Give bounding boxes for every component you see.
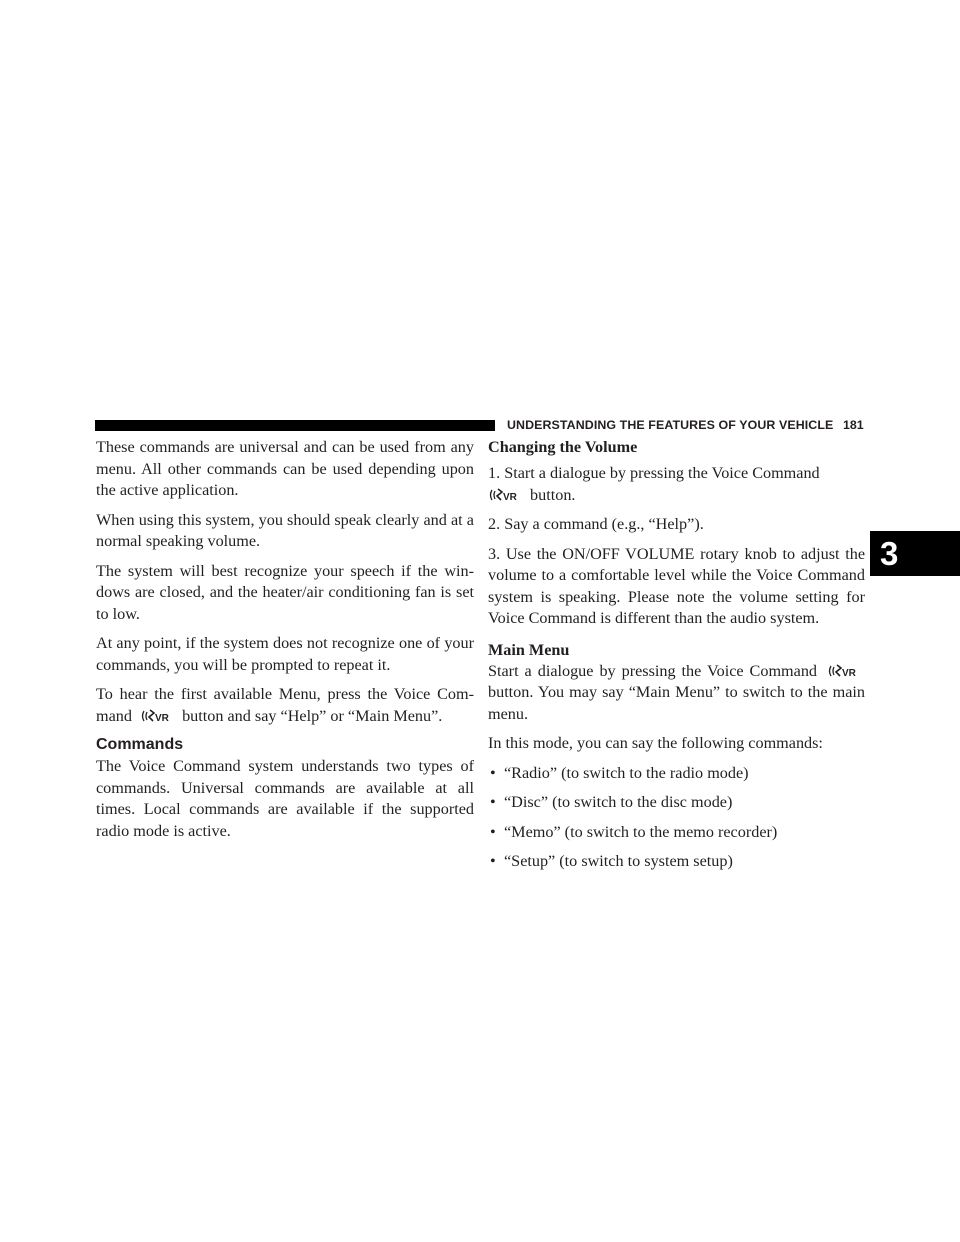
voice-command-icon <box>488 488 522 502</box>
bullet: • <box>490 763 496 782</box>
bullet: • <box>490 793 496 811</box>
step-3: 3. Use the ON/OFF VOLUME rotary knob to adjust the volume to a comfortable level while the Voice Command system is speaking. Please note the volume setting for Voice Command is different than the audio system. <box>488 544 865 627</box>
paragraph: When using this system, you should speak clearly and at a normal speaking volume. <box>96 510 474 550</box>
voice-command-icon <box>827 664 861 678</box>
bullet: • <box>490 822 496 841</box>
step-text: 1. Start a dialogue by pressing the Voice Command <box>488 464 820 482</box>
commands-heading: Commands <box>96 736 184 753</box>
mode-intro: In this mode, you can say the following commands: <box>488 734 823 752</box>
list-item <box>488 763 865 785</box>
svg-text:VR: VR <box>842 667 856 678</box>
list-item-text: “Disc” (to switch to the disc mode) <box>504 793 733 811</box>
voice-command-icon <box>140 709 174 723</box>
paragraph: At any point, if the system does not recognize one of your commands, you will be prompted to repeat it. <box>96 634 474 674</box>
list-item <box>488 792 865 814</box>
list-item <box>488 822 865 844</box>
paragraph-text: To hear the first available Menu, press the Voice Com-mand <box>96 685 474 725</box>
paragraph-help-menu <box>96 684 474 727</box>
chapter-tab: 3 <box>870 531 960 576</box>
list-item-text: “Memo” (to switch to the memo recorder) <box>504 822 778 841</box>
list-item-text: “Radio” (to switch to the radio mode) <box>504 763 749 782</box>
main-menu-paragraph <box>488 661 865 726</box>
step-1 <box>488 463 865 506</box>
paragraph-text: button and say “Help” or “Main Menu”. <box>182 706 443 725</box>
changing-volume-heading: Changing the Volume <box>488 438 638 456</box>
list-item-text: “Setup” (to switch to system setup) <box>504 852 733 870</box>
left-column <box>96 437 474 850</box>
bullet: • <box>490 852 496 870</box>
svg-text:VR: VR <box>155 712 169 723</box>
main-menu-heading: Main Menu <box>488 640 570 659</box>
header-rule <box>95 420 495 431</box>
page-number: 181 <box>843 418 864 432</box>
step-text: button. <box>530 485 576 504</box>
command-list <box>488 763 865 873</box>
section-title: UNDERSTANDING THE FEATURES OF YOUR VEHICLE <box>507 418 834 432</box>
svg-text:VR: VR <box>503 491 517 502</box>
list-item <box>488 851 865 873</box>
paragraph: These commands are universal and can be used from any menu. All other commands can be used depending upon the active application. <box>96 438 474 499</box>
paragraph: The Voice Command system understands two types of commands. Universal commands are available at all times. Local commands are available if the supported radio mode is active. <box>96 757 474 840</box>
paragraph-text: Start a dialogue by pressing the Voice Command <box>488 661 818 680</box>
paragraph: The system will best recognize your speech if the win-dows are closed, and the heater/air conditioning fan is set to low. <box>96 561 474 623</box>
paragraph-text: button. You may say “Main Menu” to switch to the main menu. <box>488 683 865 723</box>
step-2: 2. Say a command (e.g., “Help”). <box>488 515 704 533</box>
right-column <box>488 437 865 881</box>
